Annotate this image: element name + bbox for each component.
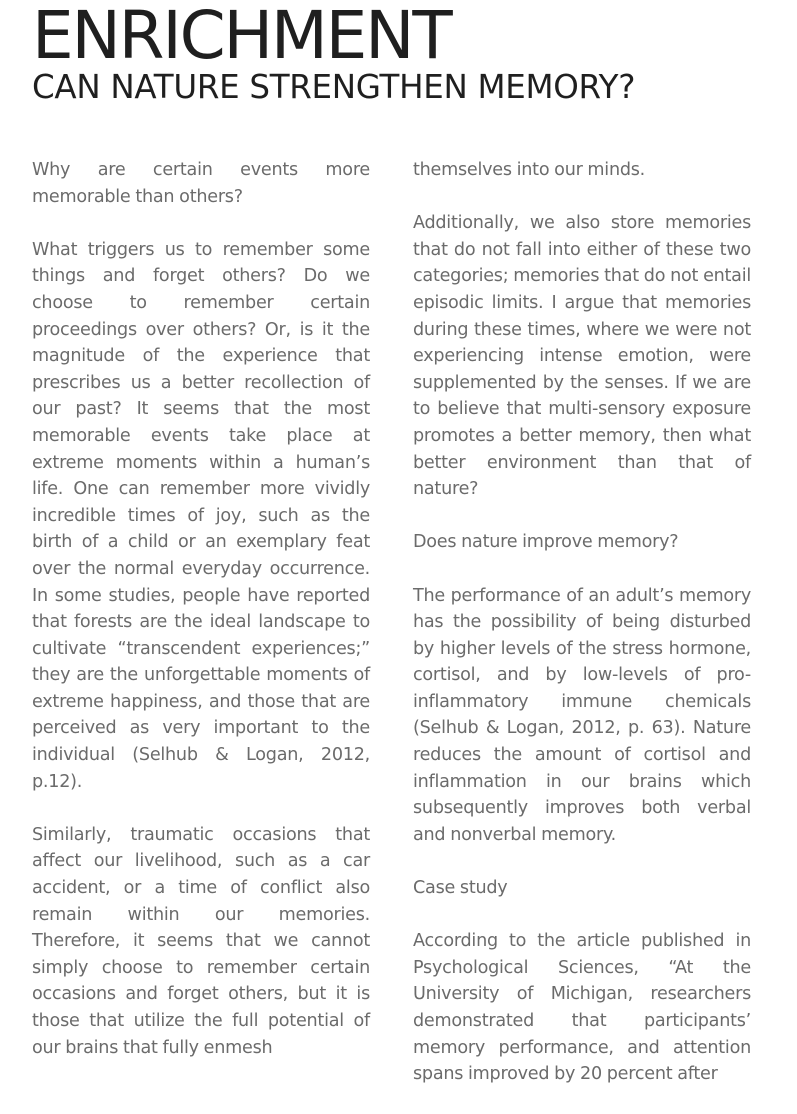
right-paragraph-2: Additionally, we also store memories that do not fall into either of these two categories; memories that do not entail episodic limits. I argue that memories during these times, where we were not experiencing intense emotion, were supplemented by the senses. If we are to believe that multi-sensory exposure promotes a better memory, then what better environment than that of nature? [413,213,751,500]
section-heading-case-study: Case study [413,878,508,899]
left-paragraph-3: Similarly, traumatic occasions that affect our livelihood, such as a car accident, or a time of conflict also remain within our memories. Therefore, it seems that we cannot simply choose to remember certain occasions and forget others, but it is those that utilize the full potential of our brains that fully enmesh [32,824,370,1058]
left-column [32,157,370,1088]
right-paragraph-1: themselves into our minds. [413,160,646,180]
left-paragraph-1: Why are certain events more memorable than others? [32,160,370,207]
page-subtitle: CAN NATURE STRENGTHEN MEMORY? [32,68,636,106]
right-column [413,157,751,1114]
left-paragraph-2: What triggers us to remember some things and forget others? Do we choose to remember certain proceedings over others? Or, is it the magnitude of the experience that prescribes us a better recollection of our past? It seems that the most memorable events take place at extreme moments within a human’s life. One can remember more vividly incredible times of joy, such as the birth of a child or an exemplary feat over the normal everyday occurrence. In some studies, people have reported that forests are the ideal landscape to cultivate “transcendent experiences;” they are the unforgettable moments of extreme happiness, and those that are perceived as very important to the individual (Selhub & Logan, 2012, p.12). [32,239,370,792]
page-title: ENRICHMENT [32,0,451,74]
right-paragraph-3: The performance of an adult’s memory has the possibility of being disturbed by higher levels of the stress hormone, cortisol, and by low-levels of pro-inflammatory immune chemicals (Selhub & Logan, 2012, p. 63). Nature reduces the amount of cortisol and inflammation in our brains which subsequently improves both verbal and nonverbal memory. [413,585,751,845]
section-heading-nature-memory: Does nature improve memory? [413,532,679,553]
right-paragraph-4: According to the article published in Psychological Sciences, “At the University of Michigan, researchers demonstrated that participants’ memory performance, and attention spans improved by 20 percent after [413,931,751,1085]
